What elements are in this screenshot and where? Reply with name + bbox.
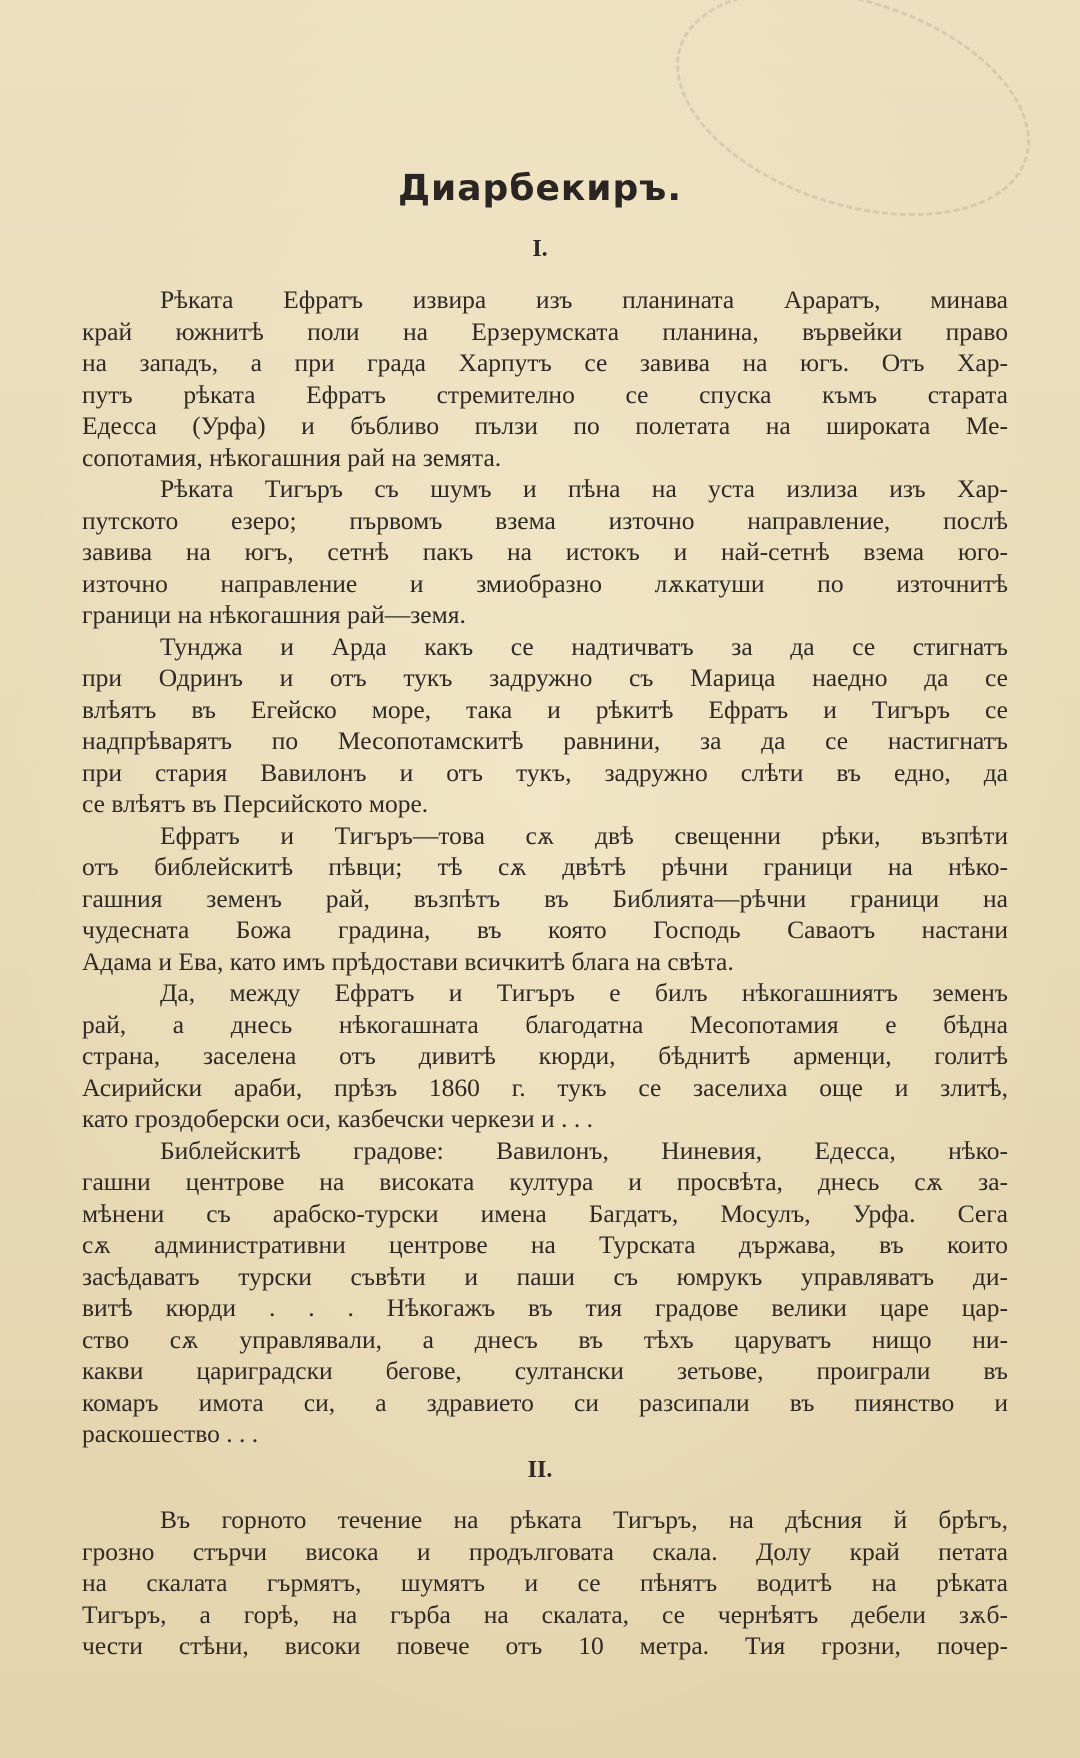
text-line: рай, а днесь нѣкогашната благодатна Месопотамия е бѣдна bbox=[82, 1009, 1008, 1039]
text-line: мѣнени съ арабско-турски имена Багдатъ, Мосулъ, Урфа. Сега bbox=[82, 1198, 1008, 1228]
text-line: източно направление и змиобразно лѫкатуши по източнитѣ bbox=[82, 568, 1008, 598]
text-line: комаръ имота си, а здравието си разсипали въ пиянство и bbox=[82, 1387, 1008, 1417]
text-line: при Одринъ и отъ тукъ задружно съ Марица наедно да се bbox=[82, 663, 1008, 692]
text-line: витѣ кюрди . . . Нѣкогажъ въ тия градове велики царе цар- bbox=[82, 1293, 1008, 1322]
text-line: гашни центрове на високата култура и просвѣта, днесь сѫ за- bbox=[82, 1167, 1008, 1196]
section-two-text bbox=[82, 1504, 1008, 1662]
text-line: надпрѣварятъ по Месопотамскитѣ равнини, за да се настигнатъ bbox=[82, 726, 1008, 755]
text-line: Да, между Ефратъ и Тигъръ е билъ нѣкогашниятъ земенъ bbox=[160, 978, 1008, 1007]
text-line: засѣдаватъ турски съвѣти и паши съ юмрукъ управляватъ ди- bbox=[82, 1261, 1008, 1291]
text-line: Въ горното течение на рѣката Тигъръ, на дѣсния й брѣгъ, bbox=[160, 1505, 1008, 1534]
text-line: отъ библейскитѣ пѣвци; тѣ сѫ двѣтѣ рѣчни граници на нѣко- bbox=[82, 852, 1008, 881]
text-line: страна, заселена отъ дивитѣ кюрди, бѣднитѣ арменци, голитѣ bbox=[82, 1041, 1008, 1070]
text-line: Библейскитѣ градове: Вавилонъ, Ниневия, Едесса, нѣко- bbox=[160, 1135, 1008, 1165]
library-stamp bbox=[647, 0, 1059, 258]
text-line: се влѣятъ въ Персийското море. bbox=[82, 789, 429, 818]
text-line: завива на югъ, сетнѣ пакъ на истокъ и най-сетнѣ взема юго- bbox=[82, 537, 1008, 566]
section-numeral-two: II. bbox=[527, 1457, 553, 1483]
text-line: Рѣката Ефратъ извира изъ планината Араратъ, минава bbox=[160, 285, 1008, 314]
text-line: влѣятъ въ Егейско море, така и рѣкитѣ Ефратъ и Тигъръ се bbox=[82, 694, 1008, 724]
text-line: Тунджа и Арда какъ се надтичватъ за да се стигнатъ bbox=[160, 631, 1008, 661]
text-line: грозно стърчи висока и продълговата скала. Долу край петата bbox=[82, 1536, 1008, 1566]
text-line: путското езеро; първомъ взема източно направление, послѣ bbox=[82, 505, 1008, 535]
text-line: чести стѣни, високи повече отъ 10 метра. Тия грозни, почер- bbox=[82, 1631, 1008, 1660]
text-line: Рѣката Тигъръ съ шумъ и пѣна на уста излиза изъ Хар- bbox=[160, 474, 1008, 503]
chapter-title: Диарбекиръ. bbox=[397, 168, 683, 209]
text-line: на западъ, а при града Харпутъ се завива на югъ. Отъ Хар- bbox=[82, 348, 1008, 377]
text-line: като гроздоберски оси, казбечски черкези и . . . bbox=[82, 1104, 593, 1133]
text-line: при стария Вавилонъ и отъ тукъ, задружно слѣти въ едно, да bbox=[82, 757, 1008, 787]
text-line: Едесса (Урфа) и бъбливо пълзи по полетата на широката Ме- bbox=[82, 411, 1008, 440]
text-line: Ефратъ и Тигъръ—това сѫ двѣ свещенни рѣки, възпѣти bbox=[160, 820, 1008, 850]
section-one-text bbox=[82, 284, 1008, 1450]
text-line: Асирийски араби, прѣзъ 1860 г. тукъ се заселиха още и злитѣ, bbox=[82, 1072, 1008, 1102]
text-line: гашния земенъ рай, възпѣтъ въ Библията—рѣчни граници на bbox=[82, 883, 1008, 913]
text-line: чудесната Божа градина, въ която Господь Саваотъ настани bbox=[82, 915, 1008, 944]
text-line: ство сѫ управлявали, а днесъ въ тѣхъ царуватъ нищо ни- bbox=[82, 1324, 1008, 1354]
text-line: раскошество . . . bbox=[82, 1419, 259, 1448]
text-line: на скалата гърмятъ, шумятъ и се пѣнятъ водитѣ на рѣката bbox=[82, 1568, 1008, 1597]
text-line: сѫ административни центрове на Турската държава, въ които bbox=[82, 1230, 1008, 1259]
text-line: Тигъръ, а горѣ, на гърба на скалата, се чернѣятъ дебели зѫб- bbox=[82, 1599, 1008, 1629]
text-line: граници на нѣкогашния рай—земя. bbox=[82, 600, 466, 629]
text-line: край южнитѣ поли на Ерзерумската планина, вървейки право bbox=[82, 316, 1008, 346]
section-numeral-one: I. bbox=[532, 236, 548, 262]
text-line: Адама и Ева, като имъ прѣдостави всичкитѣ блага на свѣта. bbox=[82, 946, 734, 976]
text-line: путъ рѣката Ефратъ стремително се спуска къмъ старата bbox=[82, 379, 1008, 409]
text-line: какви цариградски бегове, султански зетьове, проиграли въ bbox=[82, 1356, 1008, 1385]
text-line: сопотамия, нѣкогашния рай на земята. bbox=[82, 442, 502, 472]
